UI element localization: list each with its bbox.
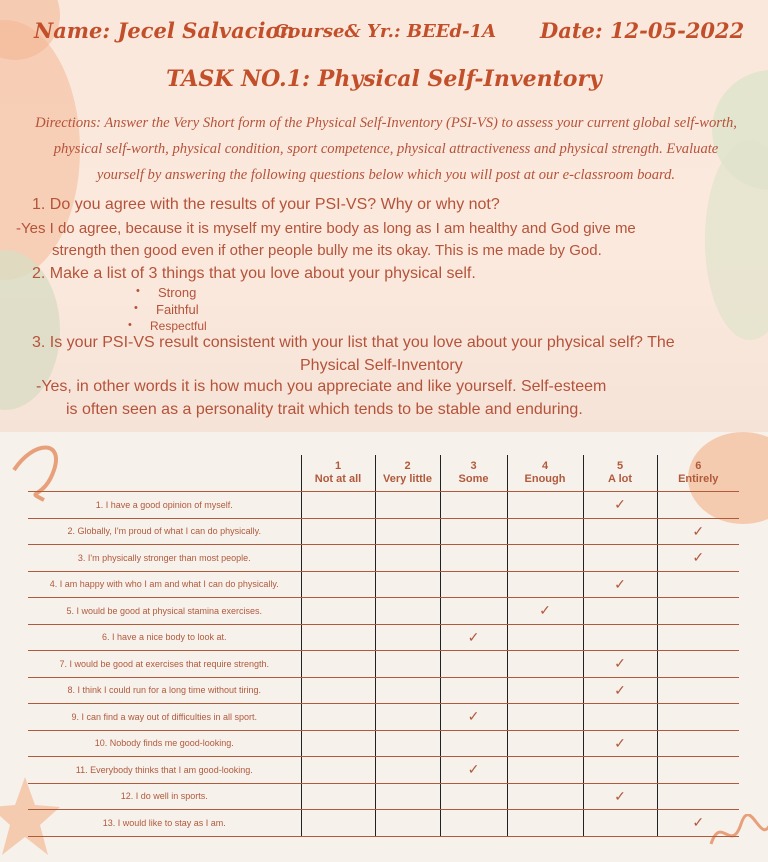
column-label: Enough xyxy=(524,473,566,485)
column-number: 6 xyxy=(695,460,702,472)
rating-cell-6[interactable] xyxy=(657,677,739,704)
check-mark-icon: ✓ xyxy=(614,734,626,751)
rating-cell-2[interactable] xyxy=(375,651,440,678)
column-number: 3 xyxy=(470,460,477,472)
rating-cell-1[interactable] xyxy=(301,677,375,704)
statement-cell: 8. I think I could run for a long time without tiring. xyxy=(28,677,301,704)
rating-cell-5[interactable] xyxy=(583,492,657,519)
rating-cell-6[interactable] xyxy=(657,571,739,598)
statement-cell: 7. I would be good at exercises that require strength. xyxy=(28,651,301,678)
rating-cell-5[interactable] xyxy=(583,624,657,651)
question-2: 2. Make a list of 3 things that you love about your physical self. xyxy=(32,265,476,282)
column-label: Entirely xyxy=(678,473,719,485)
list-item-strong: • Strong xyxy=(158,285,196,300)
rating-cell-1[interactable] xyxy=(301,783,375,810)
column-header-3 xyxy=(440,455,507,492)
rating-cell-4[interactable] xyxy=(507,704,583,731)
column-number: 1 xyxy=(334,460,342,472)
rating-cell-3[interactable] xyxy=(440,757,507,784)
rating-cell-4[interactable] xyxy=(507,810,583,837)
rating-cell-4[interactable] xyxy=(507,624,583,651)
rating-cell-3[interactable] xyxy=(440,518,507,545)
check-mark-icon: ✓ xyxy=(614,681,626,698)
rating-cell-1[interactable] xyxy=(301,598,375,625)
task-title: TASK NO.1: Physical Self-Inventory xyxy=(166,66,602,92)
rating-cell-3[interactable] xyxy=(440,677,507,704)
rating-cell-2[interactable] xyxy=(375,571,440,598)
rating-cell-3[interactable] xyxy=(440,810,507,837)
rating-cell-4[interactable] xyxy=(507,651,583,678)
check-mark-icon: ✓ xyxy=(539,602,551,619)
rating-cell-6[interactable] xyxy=(657,783,739,810)
table-row xyxy=(28,704,739,731)
rating-cell-4[interactable] xyxy=(507,730,583,757)
column-header-6 xyxy=(657,455,739,492)
rating-cell-5[interactable] xyxy=(583,810,657,837)
rating-cell-4[interactable] xyxy=(507,518,583,545)
rating-cell-1[interactable] xyxy=(301,730,375,757)
statement-cell: 9. I can find a way out of difficulties in all sport. xyxy=(28,704,301,731)
rating-cell-6[interactable] xyxy=(657,492,739,519)
statement-cell: 4. I am happy with who I am and what I can do physically. xyxy=(28,571,301,598)
column-header-4 xyxy=(507,455,583,492)
check-mark-icon: ✓ xyxy=(692,549,705,566)
rating-cell-4[interactable] xyxy=(507,545,583,572)
statement-cell: 6. I have a nice body to look at. xyxy=(28,624,301,651)
check-mark-icon: ✓ xyxy=(614,575,626,592)
table-row xyxy=(28,783,739,810)
answer-1-line-1: -Yes I do agree, because it is myself my entire body as long as I am healthy and God give me xyxy=(16,220,636,237)
table-row xyxy=(28,651,739,678)
check-mark-icon: ✓ xyxy=(614,496,626,513)
rating-cell-2[interactable] xyxy=(375,677,440,704)
answer-1-line-2: strength then good even if other people bully me its okay. This is me made by God. xyxy=(52,242,602,259)
rating-cell-6[interactable] xyxy=(657,598,739,625)
rating-cell-5[interactable] xyxy=(583,571,657,598)
directions: Directions: Answer the Very Short form of the Physical Self-Inventory (PSI-VS) to assess your current global self-worth, physical self-worth, physical condition, sport competence, physical attractiveness and physical strength. Evaluate yourself by answering the following questions below which you will post at our e-classroom board. xyxy=(35,115,737,183)
question-3-line-2: Physical Self-Inventory xyxy=(300,357,463,374)
rating-cell-6[interactable] xyxy=(657,518,739,545)
course-year: Course& Yr.: BEEd-1A xyxy=(274,21,497,42)
table-row xyxy=(28,571,739,598)
rating-cell-1[interactable] xyxy=(301,810,375,837)
rating-cell-3[interactable] xyxy=(440,783,507,810)
table-row xyxy=(28,730,739,757)
rating-cell-5[interactable] xyxy=(583,783,657,810)
rating-cell-2[interactable] xyxy=(375,704,440,731)
rating-cell-3[interactable] xyxy=(440,492,507,519)
rating-cell-2[interactable] xyxy=(375,518,440,545)
rating-cell-2[interactable] xyxy=(375,545,440,572)
answer-3-line-2: is often seen as a personality trait which tends to be stable and enduring. xyxy=(66,401,583,418)
rating-cell-6[interactable] xyxy=(657,730,739,757)
rating-cell-1[interactable] xyxy=(301,571,375,598)
rating-cell-3[interactable] xyxy=(440,571,507,598)
statement-cell: 12. I do well in sports. xyxy=(28,783,301,810)
check-mark-icon: ✓ xyxy=(467,628,480,645)
rating-cell-5[interactable] xyxy=(583,651,657,678)
rating-cell-3[interactable] xyxy=(440,598,507,625)
table-row xyxy=(28,757,739,784)
header-blank-cell xyxy=(28,455,301,492)
column-label: A lot xyxy=(607,473,633,485)
check-mark-icon: ✓ xyxy=(692,522,705,539)
table-row xyxy=(28,624,739,651)
rating-cell-2[interactable] xyxy=(375,810,440,837)
rating-cell-3[interactable] xyxy=(440,651,507,678)
check-mark-icon: ✓ xyxy=(614,655,626,672)
rating-cell-4[interactable] xyxy=(507,492,583,519)
table-row xyxy=(28,545,739,572)
question-1: 1. Do you agree with the results of your PSI-VS? Why or why not? xyxy=(32,196,500,213)
rating-cell-1[interactable] xyxy=(301,704,375,731)
list-item-faithful: • Faithful xyxy=(156,302,199,317)
statement-cell: 5. I would be good at physical stamina exercises. xyxy=(28,598,301,625)
rating-cell-4[interactable] xyxy=(507,677,583,704)
statement-cell: 2. Globally, I'm proud of what I can do physically. xyxy=(28,518,301,545)
rating-cell-3[interactable] xyxy=(440,704,507,731)
rating-cell-4[interactable] xyxy=(507,598,583,625)
statement-cell: 11. Everybody thinks that I am good-looking. xyxy=(28,757,301,784)
date: Date: 12-05-2022 xyxy=(540,18,745,43)
rating-cell-6[interactable] xyxy=(657,651,739,678)
list-item-respectful: • Respectful xyxy=(150,319,207,333)
column-label: Some xyxy=(458,473,489,485)
statement-cell: 10. Nobody finds me good-looking. xyxy=(28,730,301,757)
column-number: 5 xyxy=(616,460,624,472)
statement-cell: 13. I would like to stay as I am. xyxy=(28,810,301,837)
rating-cell-4[interactable] xyxy=(507,571,583,598)
rating-cell-6[interactable] xyxy=(657,704,739,731)
psi-vs-table xyxy=(28,455,739,837)
rating-cell-6[interactable] xyxy=(657,810,739,837)
rating-cell-2[interactable] xyxy=(375,624,440,651)
column-label: Very little xyxy=(383,473,432,485)
rating-cell-5[interactable] xyxy=(583,518,657,545)
statement-cell: 3. I'm physically stronger than most people. xyxy=(28,545,301,572)
rating-cell-5[interactable] xyxy=(583,677,657,704)
rating-cell-3[interactable] xyxy=(440,730,507,757)
student-name: Name: Jecel Salvacion xyxy=(34,18,295,43)
rating-cell-2[interactable] xyxy=(375,783,440,810)
rating-cell-2[interactable] xyxy=(375,598,440,625)
rating-cell-6[interactable] xyxy=(657,624,739,651)
rating-cell-2[interactable] xyxy=(375,757,440,784)
rating-cell-1[interactable] xyxy=(301,545,375,572)
table-row xyxy=(28,598,739,625)
table-row xyxy=(28,492,739,519)
rating-cell-4[interactable] xyxy=(507,783,583,810)
check-mark-icon: ✓ xyxy=(614,787,626,804)
column-header-5 xyxy=(583,455,657,492)
rating-cell-3[interactable] xyxy=(440,624,507,651)
rating-cell-5[interactable] xyxy=(583,545,657,572)
check-mark-icon: ✓ xyxy=(467,761,480,778)
rating-cell-5[interactable] xyxy=(583,730,657,757)
check-mark-icon: ✓ xyxy=(467,708,480,725)
rating-cell-1[interactable] xyxy=(301,518,375,545)
statement-cell: 1. I have a good opinion of myself. xyxy=(28,492,301,519)
column-header-1 xyxy=(301,455,375,492)
column-number: 2 xyxy=(404,460,411,472)
rating-cell-1[interactable] xyxy=(301,624,375,651)
rating-cell-1[interactable] xyxy=(301,757,375,784)
rating-cell-5[interactable] xyxy=(583,598,657,625)
rating-cell-6[interactable] xyxy=(657,545,739,572)
rating-cell-4[interactable] xyxy=(507,757,583,784)
rating-cell-1[interactable] xyxy=(301,651,375,678)
rating-cell-6[interactable] xyxy=(657,757,739,784)
column-label: Not at all xyxy=(314,473,362,485)
table-row xyxy=(28,677,739,704)
rating-cell-2[interactable] xyxy=(375,730,440,757)
column-number: 4 xyxy=(541,460,549,472)
check-mark-icon: ✓ xyxy=(692,814,705,831)
rating-cell-1[interactable] xyxy=(301,492,375,519)
rating-cell-3[interactable] xyxy=(440,545,507,572)
rating-cell-5[interactable] xyxy=(583,757,657,784)
answer-3-line-1: -Yes, in other words it is how much you appreciate and like yourself. Self-esteem xyxy=(36,378,607,395)
rating-cell-5[interactable] xyxy=(583,704,657,731)
rating-cell-2[interactable] xyxy=(375,492,440,519)
table-header-row xyxy=(28,455,739,492)
table-row xyxy=(28,518,739,545)
table-row xyxy=(28,810,739,837)
question-3-line-1: 3. Is your PSI-VS result consistent with your list that you love about your physical self? The xyxy=(32,334,675,351)
column-header-2 xyxy=(375,455,440,492)
